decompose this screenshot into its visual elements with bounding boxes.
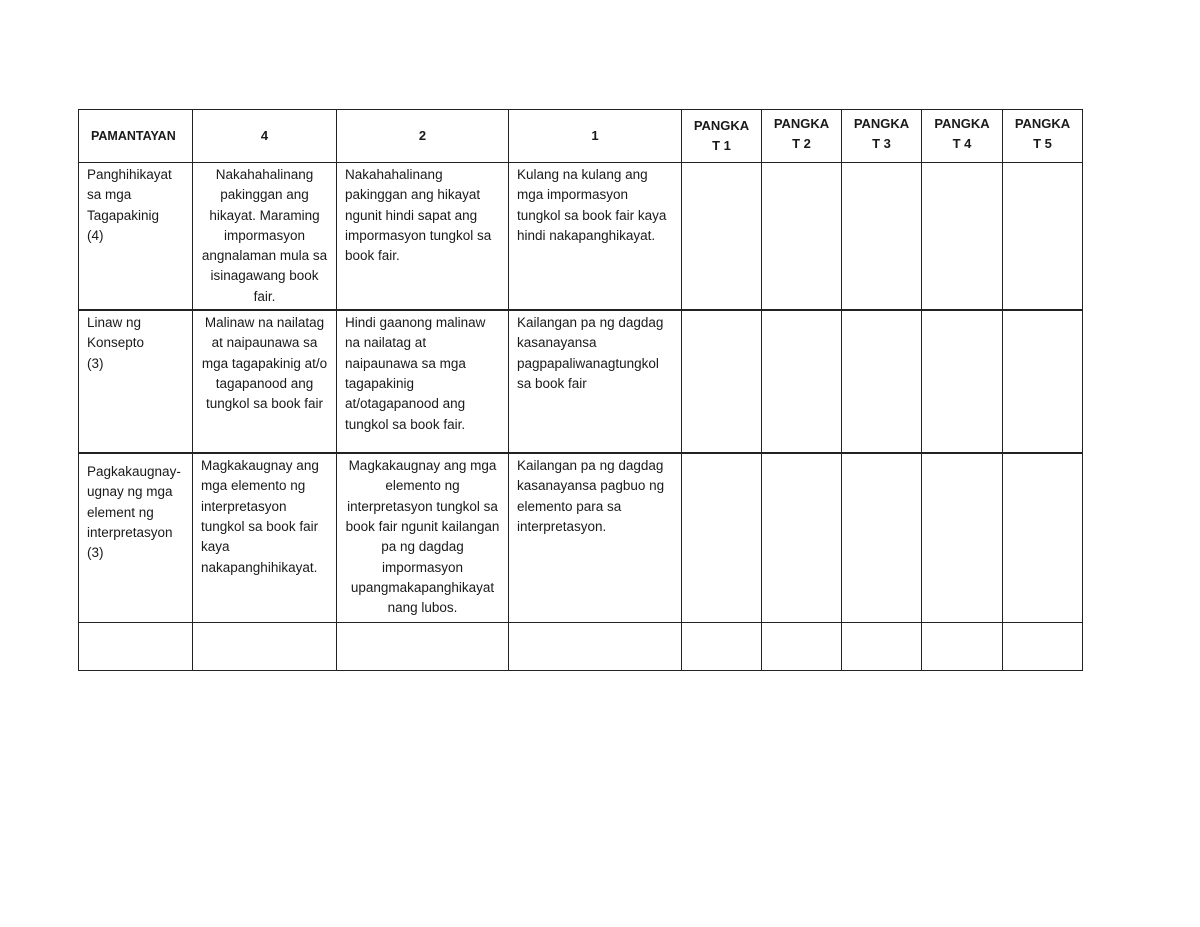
group-3-score-cell: [842, 453, 922, 623]
group-5-score-cell: [1003, 310, 1083, 453]
table-row: [79, 163, 1083, 311]
header-group-4: PANGKA T 4: [922, 110, 1003, 163]
empty-cell: [762, 623, 842, 671]
score-1-cell: Kailangan pa ng dagdag kasanayansa pagbuo ng elemento para sa interpretasyon.: [509, 453, 682, 623]
table-row: [79, 310, 1083, 453]
score-2-cell: Magkakaugnay ang mga elemento ng interpretasyon tungkol sa book fair ngunit kailangan pa ng dagdag impormasyon upangmakapanghikayat nang lubos.: [337, 453, 509, 623]
score-1-cell: Kailangan pa ng dagdag kasanayansa pagpapaliwanagtungkol sa book fair: [509, 310, 682, 453]
criterion-points: (3): [87, 355, 104, 371]
score-4-cell: Magkakaugnay ang mga elemento ng interpretasyon tungkol sa book fair kaya nakapanghihikayat.: [193, 453, 337, 623]
score-4-cell: Malinaw na nailatag at naipaunawa sa mga tagapakinig at/o tagapanood ang tungkol sa book fair: [193, 310, 337, 453]
group-2-score-cell: [762, 163, 842, 311]
header-score-1: 1: [509, 110, 682, 163]
header-row: [79, 110, 1083, 163]
score-1-cell: Kulang na kulang ang mga impormasyon tungkol sa book fair kaya hindi nakapanghikayat.: [509, 163, 682, 311]
group-5-score-cell: [1003, 453, 1083, 623]
criterion-label: Linaw ng Konsepto: [87, 315, 145, 351]
group-3-score-cell: [842, 310, 922, 453]
empty-cell: [682, 623, 762, 671]
criterion-points: (4): [87, 227, 104, 243]
empty-cell: [509, 623, 682, 671]
group-1-score-cell: [682, 163, 762, 311]
table-row-empty: [79, 623, 1083, 671]
criterion-label: Pagkakaugnay-ugnay ng mga element ng interpretasyon: [87, 464, 181, 540]
empty-cell: [193, 623, 337, 671]
criterion-cell: [79, 453, 193, 623]
rubric-table: [78, 109, 1083, 671]
group-4-score-cell: [922, 310, 1003, 453]
empty-cell: [842, 623, 922, 671]
header-group-1: PANGKA T 1: [682, 110, 762, 163]
empty-cell: [79, 623, 193, 671]
group-4-score-cell: [922, 453, 1003, 623]
group-1-score-cell: [682, 310, 762, 453]
empty-cell: [337, 623, 509, 671]
score-2-cell: Nakahahalinang pakinggan ang hikayat ngunit hindi sapat ang impormasyon tungkol sa book fair.: [337, 163, 509, 311]
criterion-cell: [79, 310, 193, 453]
header-score-4: 4: [193, 110, 337, 163]
group-2-score-cell: [762, 453, 842, 623]
header-group-2: PANGKA T 2: [762, 110, 842, 163]
header-group-3: PANGKA T 3: [842, 110, 922, 163]
header-group-5: PANGKA T 5: [1003, 110, 1083, 163]
criterion-cell: [79, 163, 193, 311]
empty-cell: [922, 623, 1003, 671]
header-criteria: PAMANTAYAN: [79, 110, 193, 163]
group-3-score-cell: [842, 163, 922, 311]
score-4-cell: Nakahahalinang pakinggan ang hikayat. Maraming impormasyon angnalaman mula sa isinagawang book fair.: [193, 163, 337, 311]
group-1-score-cell: [682, 453, 762, 623]
criterion-label: Panghihikayat sa mga Tagapakinig: [87, 167, 172, 223]
empty-cell: [1003, 623, 1083, 671]
criterion-points: (3): [87, 545, 104, 561]
group-5-score-cell: [1003, 163, 1083, 311]
table-row: [79, 453, 1083, 623]
header-score-2: 2: [337, 110, 509, 163]
group-4-score-cell: [922, 163, 1003, 311]
group-2-score-cell: [762, 310, 842, 453]
score-2-cell: Hindi gaanong malinaw na nailatag at naipaunawa sa mga tagapakinig at/otagapanood ang tungkol sa book fair.: [337, 310, 509, 453]
